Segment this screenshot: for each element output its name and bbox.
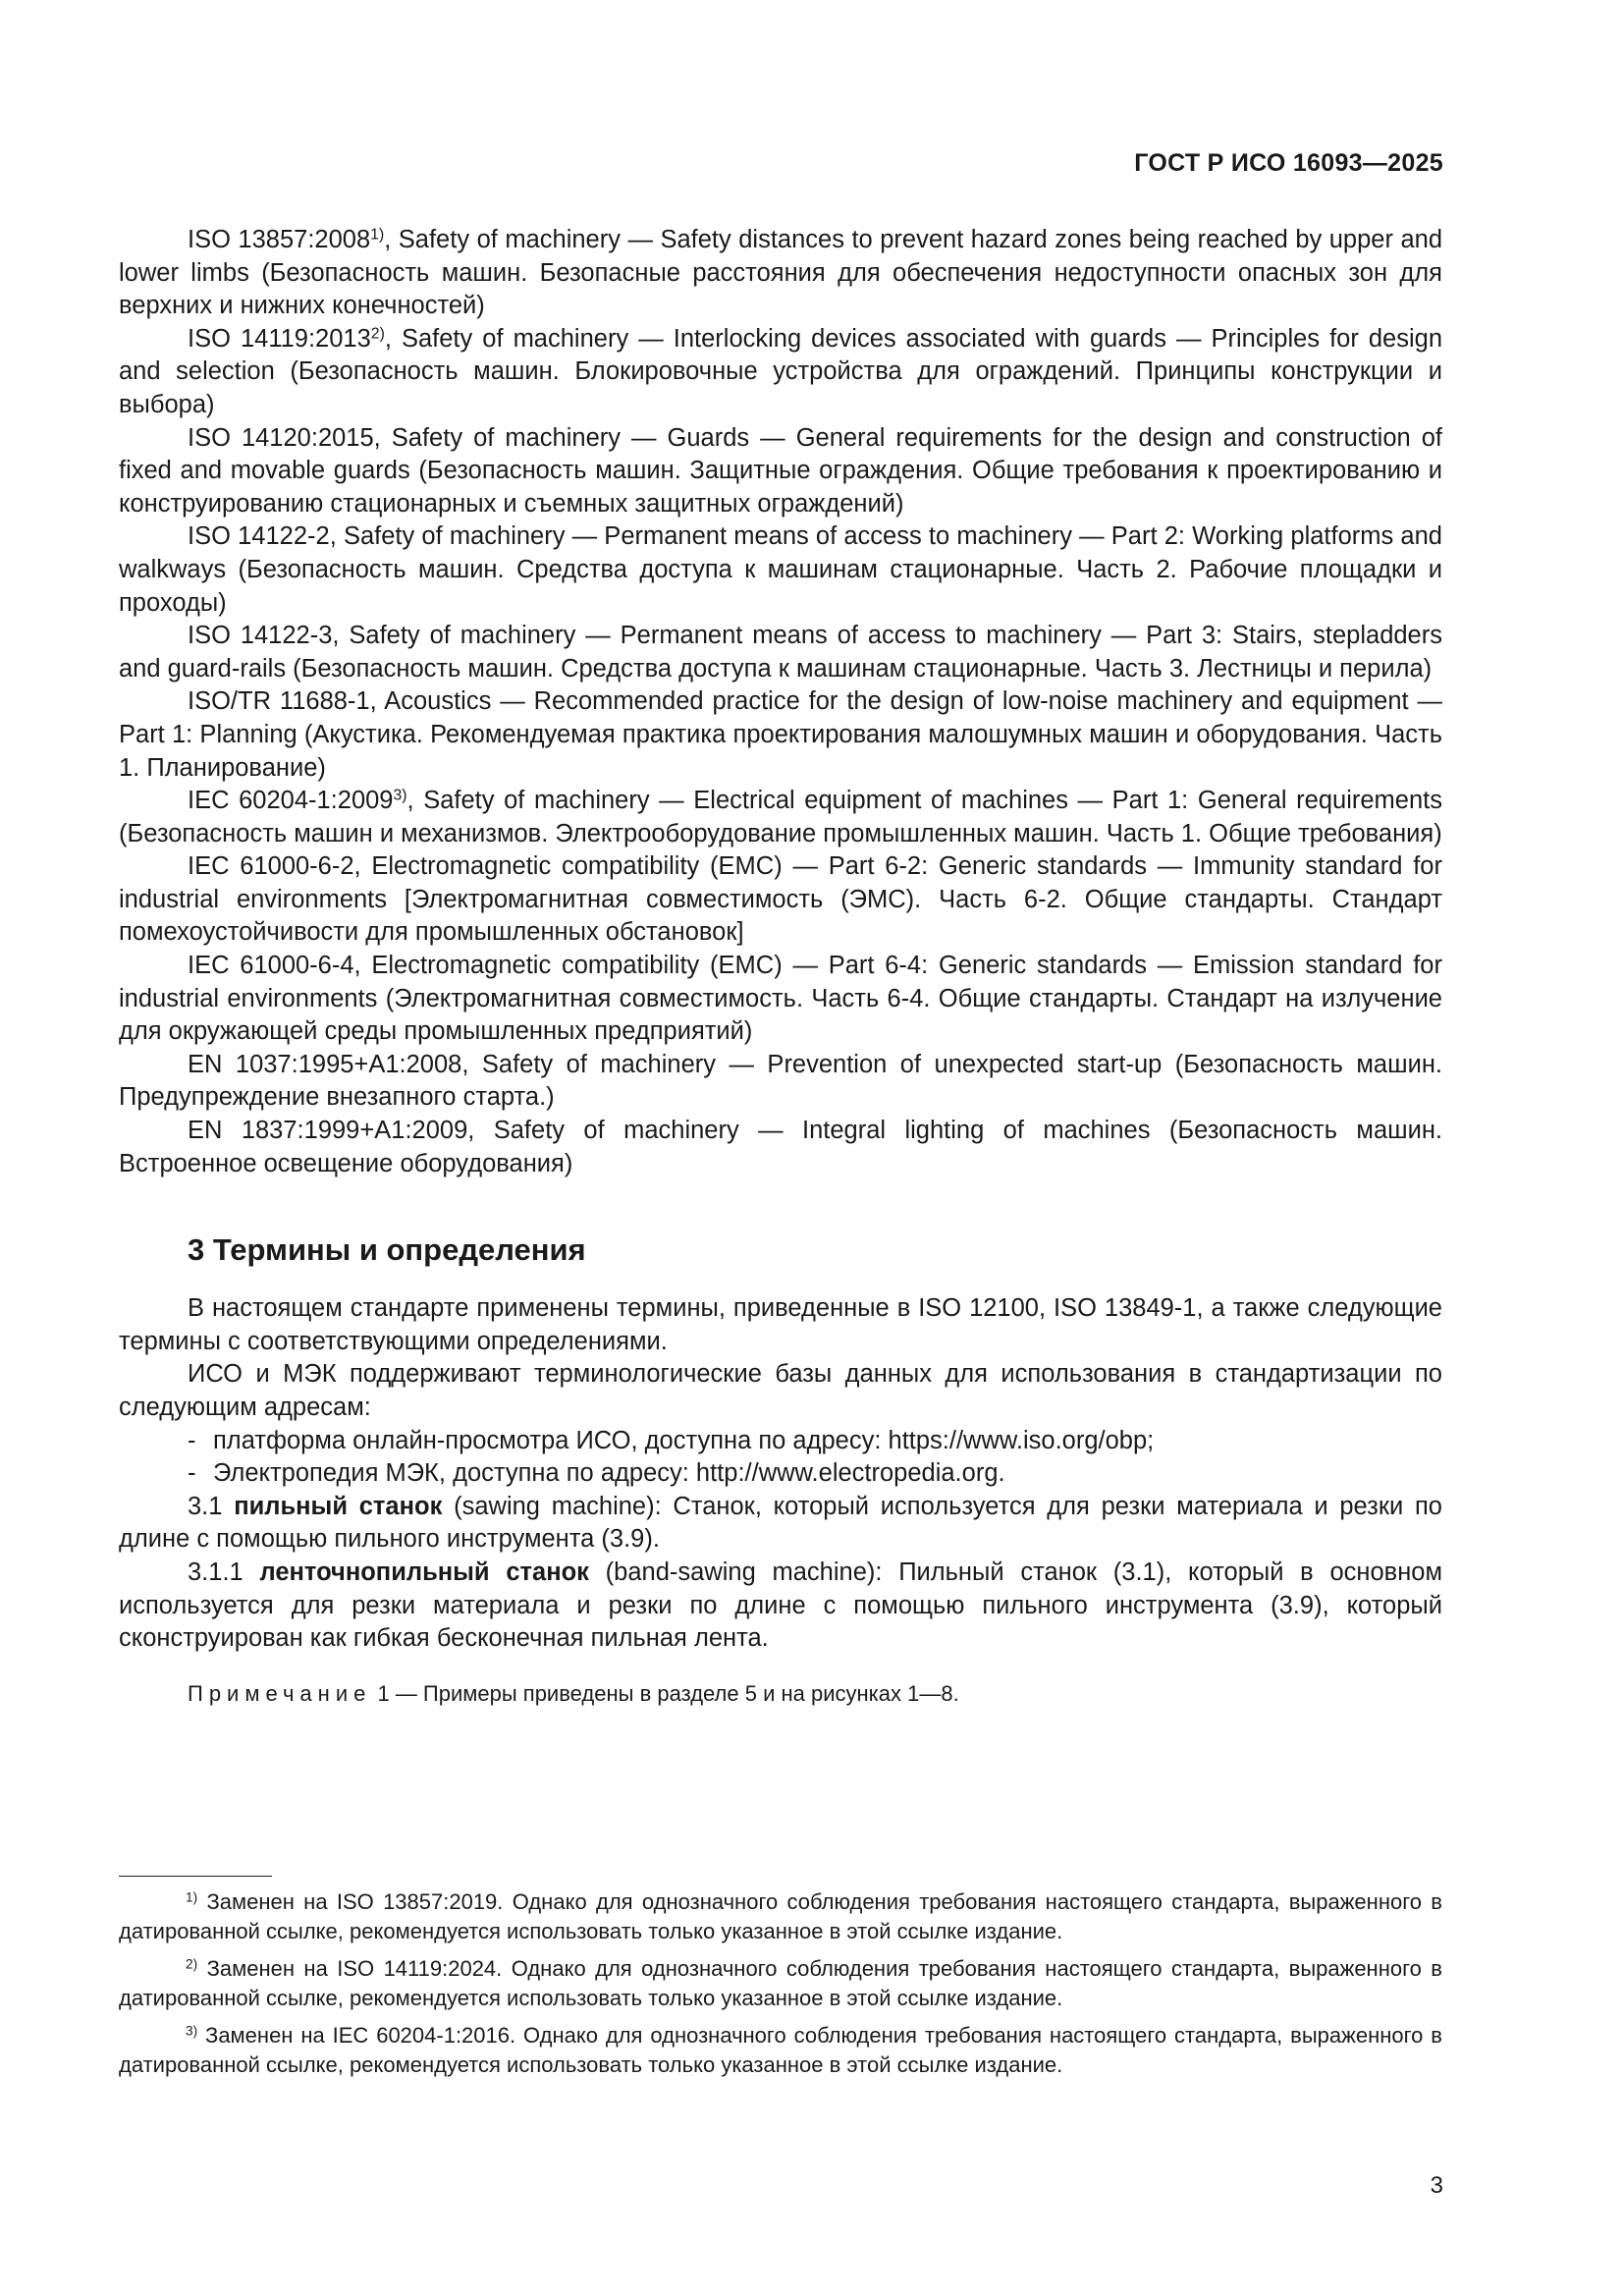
term-entry bbox=[119, 1491, 1442, 1557]
note-label: Примечание bbox=[188, 1680, 372, 1706]
section-heading: 3 Термины и определения bbox=[188, 1232, 586, 1268]
reference-item bbox=[119, 950, 1442, 1049]
footnote-text: Заменен на ISO 14119:2024. Однако для однозначного соблюдения требования настоящего стандарта, выраженного в датированной ссылке, рекомендуется использовать только указанное в этой ссылке издание. bbox=[119, 1956, 1442, 2010]
reference-code: ISO 14122-2 bbox=[188, 522, 330, 551]
reference-code: ISO 14122-3 bbox=[188, 622, 333, 650]
bullet-item bbox=[119, 1457, 1442, 1491]
footnote-mark: 3) bbox=[186, 2023, 198, 2039]
term-name: пильный станок bbox=[234, 1492, 443, 1520]
note bbox=[188, 1677, 1442, 1711]
reference-item bbox=[119, 785, 1442, 850]
term-number: 3.1.1 bbox=[188, 1558, 243, 1586]
reference-title: , Acoustics — Recommended practice for the design of low-noise machinery and equipment — Part 1: Planning (Акустика. Рекомендуемая практика проектирования малошумных машин и оборудования. Часть 1. Планирование) bbox=[119, 687, 1442, 782]
reference-list bbox=[119, 224, 1442, 1180]
bullet-item bbox=[119, 1425, 1442, 1458]
footnote-mark: 2) bbox=[186, 1956, 198, 1972]
term-number: 3.1 bbox=[188, 1492, 223, 1520]
reference-title: , Safety of machinery — Integral lighting of machines (Безопасность машин. Встроенное освещение оборудования) bbox=[119, 1117, 1442, 1177]
document-body bbox=[119, 224, 1442, 1710]
page-number: 3 bbox=[1430, 2172, 1443, 2199]
document-header: ГОСТ Р ИСО 16093—2025 bbox=[1134, 149, 1443, 177]
term-definition: (band-sawing machine): Пильный станок (3.1), который в основном используется для резки материала и резки по длине с помощью пильного инструмента (3.9), который сконструирован как гибкая бесконечная пильная лента. bbox=[119, 1558, 1443, 1653]
reference-code: EN 1837:1999+A1:2009 bbox=[188, 1117, 468, 1145]
footnote-ref: 2) bbox=[370, 325, 385, 343]
footnote-text: Заменен на ISO 13857:2019. Однако для однозначного соблюдения требования настоящего стандарта, выраженного в датированной ссылке, рекомендуется использовать только указанное в этой ссылке издание. bbox=[119, 1889, 1442, 1943]
reference-item bbox=[119, 685, 1442, 785]
footnotes bbox=[119, 1887, 1442, 2088]
reference-item bbox=[119, 422, 1442, 521]
dash-marker: - bbox=[188, 1459, 196, 1488]
footnote-text: Заменен на IEC 60204-1:2016. Однако для однозначного соблюдения требования настоящего стандарта, выраженного в датированной ссылке, рекомендуется использовать только указанное в этой ссылке издание. bbox=[119, 2023, 1442, 2077]
footnote bbox=[119, 2021, 1442, 2080]
reference-item bbox=[119, 323, 1442, 422]
reference-title: , Safety of machinery — Permanent means of access to machinery — Part 2: Working platforms and walkways (Безопасность машин. Средства доступа к машинам стационарные. Часть 2. Рабочие площадки и проходы) bbox=[119, 522, 1442, 617]
footnote-ref: 1) bbox=[370, 226, 385, 244]
reference-item bbox=[119, 620, 1442, 685]
reference-title: , Safety of machinery — Interlocking devices associated with guards — Principles for design and selection (Безопасность машин. Блокировочные устройства для ограждений. Принципы конструкции и выбора) bbox=[119, 324, 1443, 418]
reference-title: , Electromagnetic compatibility (EMC) — Part 6-4: Generic standards — Emission standard for industrial environments (Электромагнитная совместимость. Часть 6-4. Общие стандарты. Стандарт на излучение для окружающей среды промышленных предприятий) bbox=[119, 952, 1442, 1046]
reference-title: , Safety of machinery — Prevention of unexpected start-up (Безопасность машин. Предупреждение внезапного старта.) bbox=[119, 1050, 1442, 1112]
footnote bbox=[119, 1887, 1442, 1946]
reference-code: ISO 13857:2008 bbox=[188, 226, 371, 253]
footnote bbox=[119, 1954, 1442, 2013]
reference-code: ISO/TR 11688-1 bbox=[188, 687, 370, 716]
reference-title: , Safety of machinery — Permanent means of access to machinery — Part 3: Stairs, stepladders and guard-rails (Безопасность машин. Средства доступа к машинам стационарные. Часть 3. Лестницы и перила) bbox=[119, 622, 1442, 683]
reference-title: , Safety of machinery — Electrical equipment of machines — Part 1: General requirements (Безопасность машин и механизмов. Электрооборудование промышленных машин. Часть 1. Общие требования) bbox=[119, 787, 1442, 847]
reference-code: ISO 14120:2015 bbox=[188, 423, 374, 452]
term-entry bbox=[119, 1557, 1442, 1656]
reference-item bbox=[119, 1115, 1442, 1180]
footnote-mark: 1) bbox=[186, 1889, 198, 1905]
section-intro: В настоящем стандарте применены термины, приведенные в ISO 12100, ISO 13849-1, а также следующие термины с соответствующими определениями. bbox=[119, 1294, 1442, 1355]
reference-item bbox=[119, 850, 1442, 950]
reference-item bbox=[119, 224, 1442, 323]
reference-code: ISO 14119:2013 bbox=[188, 324, 371, 353]
reference-title: , Safety of machinery — Guards — General requirements for the design and construction of fixed and movable guards (Безопасность машин. Защитные ограждения. Общие требования к проектированию и конструированию стационарных и съемных защитных ограждений) bbox=[119, 423, 1442, 518]
bullet-text: Электропедия МЭК, доступна по адресу: http://www.electropedia.org. bbox=[213, 1459, 1005, 1488]
reference-title: , Safety of machinery — Safety distances to prevent hazard zones being reached by upper and lower limbs (Безопасность машин. Безопасные расстояния для обеспечения недоступности опасных зон для верхних и нижних конечностей) bbox=[119, 226, 1443, 320]
footnote-ref: 3) bbox=[393, 787, 407, 804]
reference-code: EN 1037:1995+A1:2008 bbox=[188, 1050, 462, 1078]
section-intro: ИСО и МЭК поддерживают терминологические базы данных для использования в стандартизации по следующим адресам: bbox=[119, 1360, 1442, 1421]
note-text: 1 — Примеры приведены в разделе 5 и на рисунках 1—8. bbox=[377, 1680, 959, 1706]
reference-code: IEC 61000-6-4 bbox=[188, 952, 354, 980]
bullet-text: платформа онлайн-просмотра ИСО, доступна по адресу: https://www.iso.org/obp; bbox=[213, 1426, 1155, 1454]
reference-title: , Electromagnetic compatibility (EMC) — Part 6-2: Generic standards — Immunity standard for industrial environments [Электромагнитная совместимость (ЭМС). Часть 6-2. Общие стандарты. Стандарт помехоустойчивости для промышленных обстановок] bbox=[119, 852, 1442, 947]
reference-code: IEC 61000-6-2 bbox=[188, 852, 354, 881]
reference-item bbox=[119, 520, 1442, 620]
term-name: ленточнопильный станок bbox=[259, 1558, 589, 1586]
term-definition: (sawing machine): Станок, который используется для резки материала и резки по длине с помощью пильного инструмента (3.9). bbox=[119, 1492, 1442, 1554]
reference-code: IEC 60204-1:2009 bbox=[188, 787, 394, 815]
footnote-divider bbox=[119, 1876, 272, 1877]
dash-marker: - bbox=[188, 1426, 196, 1454]
reference-item bbox=[119, 1049, 1442, 1115]
